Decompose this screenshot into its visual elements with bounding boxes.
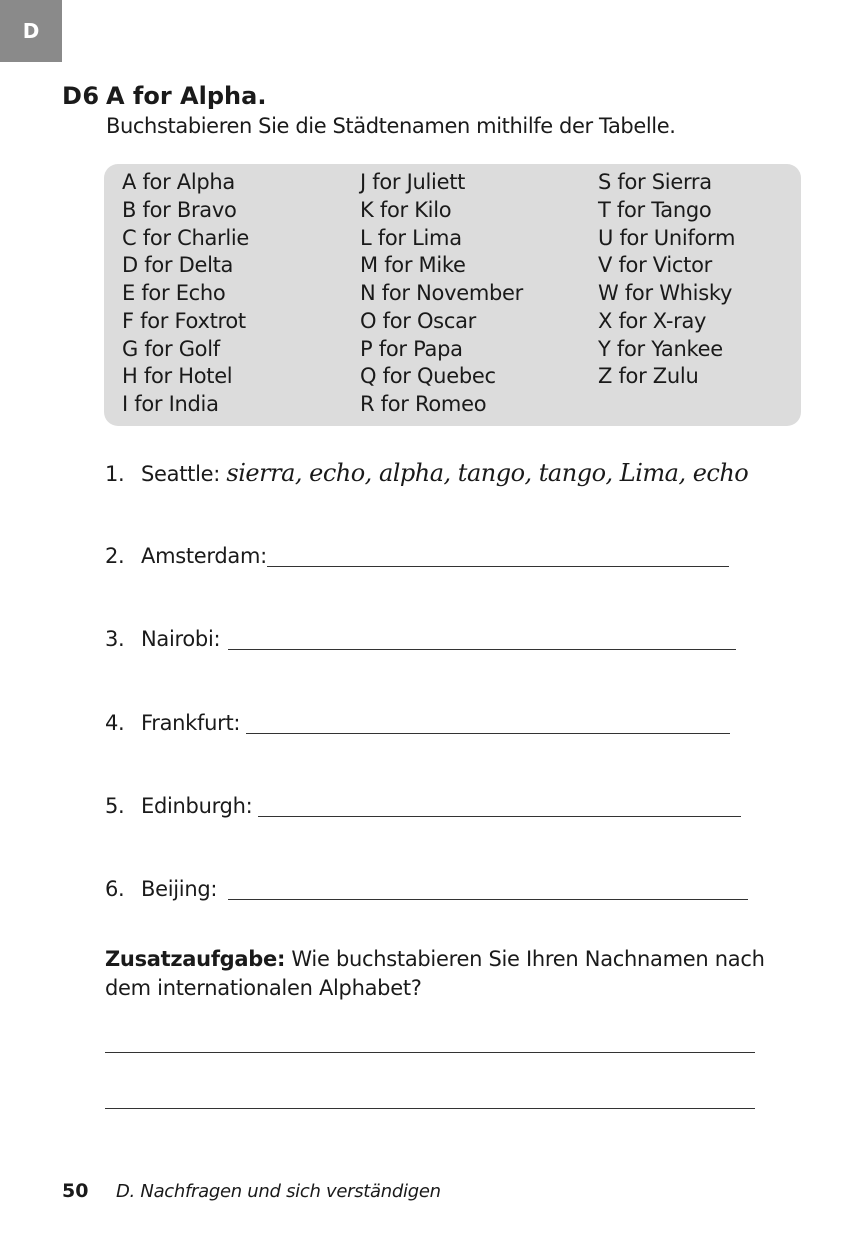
chapter-title: D. Nachfragen und sich verständigen <box>116 1181 441 1202</box>
alphabet-entry: Z for Zulu <box>598 364 699 389</box>
exercise-instruction: Buchstabieren Sie die Städtenamen mithilfe der Tabelle. <box>106 114 676 138</box>
question-number: 4. <box>105 711 125 735</box>
question-item <box>105 708 240 738</box>
alphabet-entry: I for India <box>122 392 219 416</box>
example-answer: sierra, echo, alpha, tango, tango, Lima, echo <box>226 459 749 487</box>
alphabet-entry: E for Echo <box>122 281 226 305</box>
extra-task-text: Wie buchstabieren Sie Ihren Nachnamen nach dem internationalen Alphabet? <box>105 947 765 1000</box>
answer-line[interactable] <box>228 649 736 650</box>
question-item <box>105 458 748 488</box>
question-city: Edinburgh: <box>141 794 253 818</box>
alphabet-entry: U for Uniform <box>598 225 736 250</box>
alphabet-entry: D for Delta <box>122 253 234 278</box>
alphabet-entry: T for Tango <box>598 197 712 222</box>
alphabet-entry: W for Whisky <box>598 281 733 305</box>
alphabet-entry: F for Foxtrot <box>122 308 246 333</box>
answer-line[interactable] <box>258 816 741 817</box>
alphabet-entry: V for Victor <box>598 253 712 278</box>
alphabet-entry: X for X-ray <box>598 308 707 333</box>
alphabet-entry: A for Alpha <box>122 170 235 194</box>
alphabet-entry: N for November <box>360 281 523 305</box>
alphabet-entry: L for Lima <box>360 225 462 250</box>
exercise-number: D6 <box>62 82 100 110</box>
question-city: Seattle: <box>141 462 221 486</box>
alphabet-entry: C for Charlie <box>122 225 250 250</box>
alphabet-entry: O for Oscar <box>360 308 476 333</box>
answer-line[interactable] <box>267 566 729 567</box>
answer-line[interactable] <box>246 733 730 734</box>
question-number: 5. <box>105 794 125 818</box>
alphabet-entry: P for Papa <box>360 336 463 361</box>
question-number: 6. <box>105 877 125 901</box>
question-item <box>105 791 252 821</box>
section-tab: D <box>0 0 62 62</box>
question-item <box>105 624 220 654</box>
alphabet-entry: H for Hotel <box>122 364 233 389</box>
question-city: Beijing: <box>141 877 218 901</box>
alphabet-entry: J for Juliett <box>360 170 466 194</box>
question-city: Amsterdam: <box>141 544 267 568</box>
question-number: 3. <box>105 627 125 651</box>
question-item <box>105 541 267 571</box>
alphabet-entry: K for Kilo <box>360 197 452 222</box>
alphabet-entry: Q for Quebec <box>360 364 496 389</box>
alphabet-entry: M for Mike <box>360 253 466 278</box>
question-city: Nairobi: <box>141 627 221 651</box>
alphabet-entry: S for Sierra <box>598 170 712 194</box>
alphabet-entry: G for Golf <box>122 336 220 361</box>
extra-answer-line[interactable] <box>105 1108 755 1109</box>
alphabet-column-2 <box>360 169 523 419</box>
extra-task <box>105 945 785 1003</box>
alphabet-entry: R for Romeo <box>360 392 487 416</box>
question-city: Frankfurt: <box>141 711 241 735</box>
extra-task-label: Zusatzaufgabe: <box>105 947 286 971</box>
extra-answer-line[interactable] <box>105 1052 755 1053</box>
question-item <box>105 874 217 904</box>
question-number: 2. <box>105 544 125 568</box>
exercise-title: A for Alpha. <box>106 82 267 110</box>
alphabet-column-1 <box>122 169 249 419</box>
question-number: 1. <box>105 462 125 486</box>
alphabet-column-3 <box>598 169 735 391</box>
page-number: 50 <box>62 1180 89 1202</box>
answer-line[interactable] <box>228 899 748 900</box>
alphabet-entry: B for Bravo <box>122 197 237 222</box>
spelling-alphabet-table <box>104 164 801 426</box>
alphabet-entry: Y for Yankee <box>598 336 723 361</box>
